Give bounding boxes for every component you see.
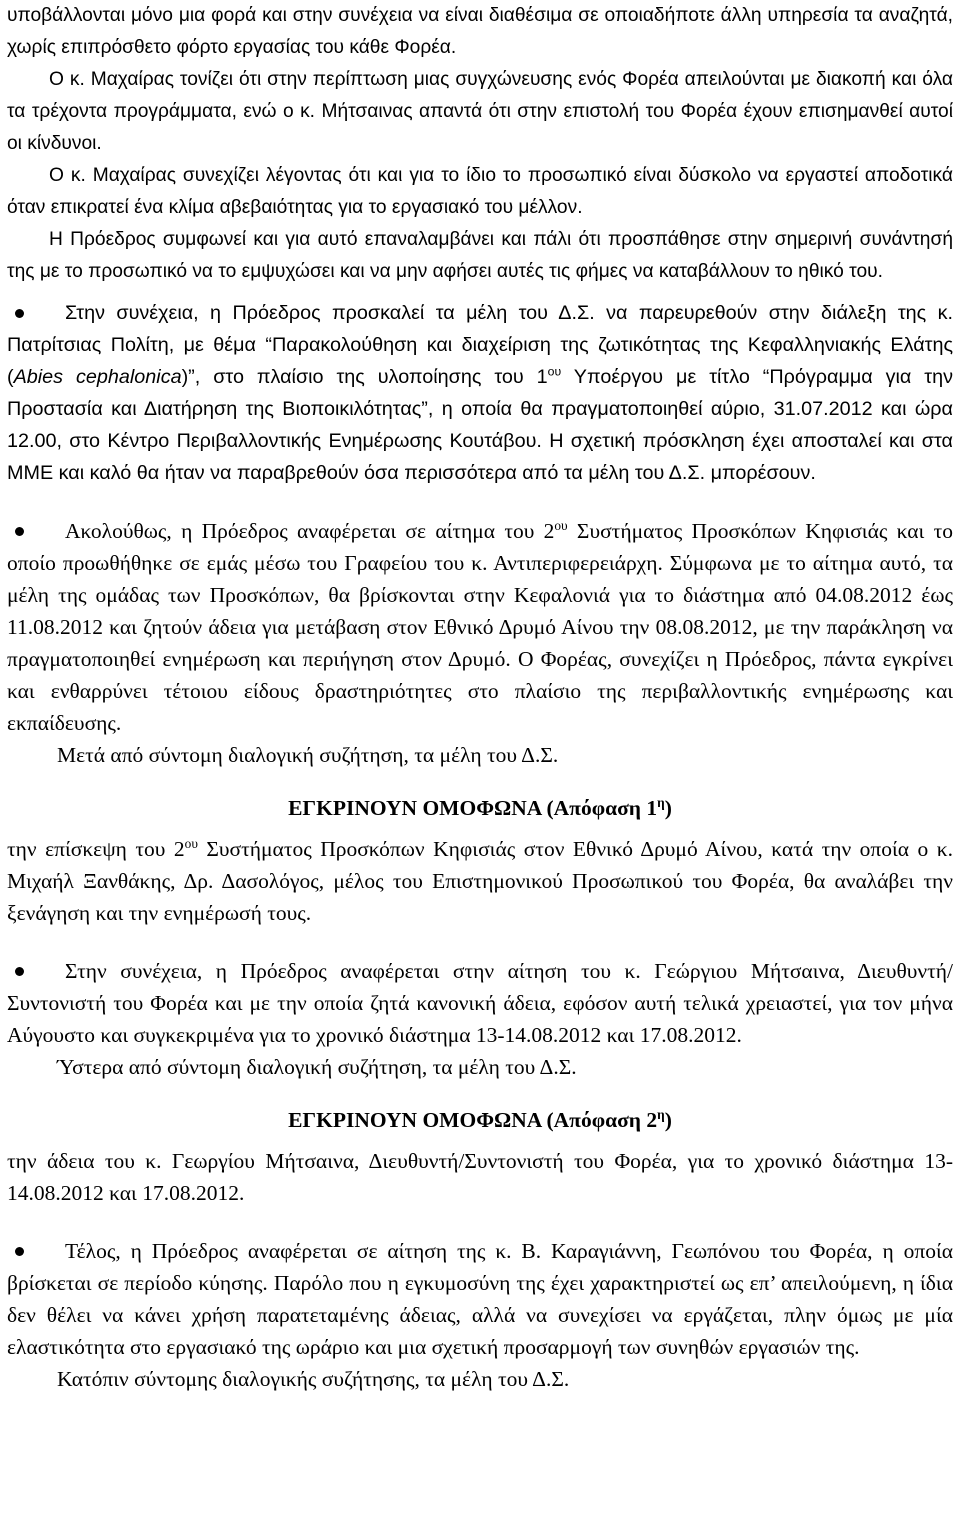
- makhairas-paragraph-2: Ο κ. Μαχαίρας συνεχίζει λέγοντας ότι και για το ίδιο το προσωπικό είναι δύσκολο να εργαστεί αποδοτικά όταν επικρατεί ένα κλίμα αβεβαιότητας για το εργασιακό του μέλλον.: [7, 165, 953, 218]
- makhairas-paragraph-1: Ο κ. Μαχαίρας τονίζει ότι στην περίπτωση μιας συγχώνευσης ενός Φορέα απειλούνται με διακοπή και όλα τα τρέχοντα προγράμματα, ενώ ο κ. Μήτσαινας απαντά ότι στην επιστολή του Φορέα έχουν επισημανθεί αυτοί οι κίνδυνοι.: [7, 69, 953, 154]
- sans-section: [7, 0, 953, 288]
- decision-text-1: την επίσκεψη του $2^{o\upsilon}$ Συστήματος Προσκόπων Κηφισιάς στον Εθνικό Δρυμό Αίνου, κατά την οποία ο κ. Μιχαήλ Ξανθάκης, Δρ. Δασολόγος, μέλος του Επιστημονικού Προσωπικού του Φορέα, θα αναλάβει την ξενάγηση και την ενημέρωσή τους.: [7, 835, 953, 925]
- decision-heading-2: ΕΓΚΡΙΝΟΥΝ ΟΜΟΦΩΝΑ (Απόφαση $2^\eta$): [288, 1106, 672, 1132]
- bullet-text-pregnancy: Τέλος, η Πρόεδρος αναφέρεται σε αίτηση της κ. Β. Καραγιάννη, Γεωπόνου του Φορέα, η οποία βρίσκεται σε περίοδο κύησης. Παρόλο που η εγκυμοσύνη της έχει χαρακτηριστεί ως επ’ απειλούμενη, η ίδια δεν θέλει να κάνει χρήση παρατεταμένης άδειας, αλλά να συνεχίσει να εργάζεται, πλην όμως με μία ελαστικότητα στο εργασιακό της ωράριο και μια σχετική προσαρμογή των συνηθών εργασιών της.: [7, 1239, 953, 1359]
- bullet-icon: [15, 967, 24, 976]
- decision-heading-1: ΕΓΚΡΙΝΟΥΝ ΟΜΟΦΩΝΑ (Απόφαση $1^\eta$): [288, 794, 672, 820]
- discussion-line-3: Κατόπιν σύντομης διαλογικής συζήτησης, τα μέλη του Δ.Σ.: [57, 1367, 570, 1391]
- bullet-icon: [15, 527, 24, 536]
- species-name: Abies cephalonica: [13, 366, 182, 388]
- bullet-item-leave-director: [7, 955, 953, 1051]
- discussion-line-2: Ύστερα από σύντομη διαλογική συζήτηση, τα μέλη του Δ.Σ.: [57, 1055, 577, 1079]
- bullet-text-scouts: Ακολούθως, η Πρόεδρος αναφέρεται σε αίτημα του $2^{o\upsilon}$ Συστήματος Προσκόπων Κηφισιάς και το οποίο προωθήθηκε σε εμάς μέσω του Γραφείου του κ. Αντιπεριφερειάρχη. Σύμφωνα με το αίτημα αυτό, τα μέλη της ομάδας των Προσκόπων, θα βρίσκονται στην Κεφαλονιά για το διάστημα από 04.08.2012 έως 11.08.2012 και ζητούν άδεια για μετάβαση στον Εθνικό Δρυμό Αίνου την 08.08.2012, με την παράκληση να πραγματοποιηθεί ενημέρωση και περιήγηση στον Δρυμό. Ο Φορέας, συνεχίζει η Πρόεδρος, πάντα εγκρίνει και ενθαρρύνει τέτοιου είδους δραστηριότητες στο πλαίσιο της περιβαλλοντικής ενημέρωσης και εκπαίδευσης.: [7, 517, 953, 735]
- decision-text-2: την άδεια του κ. Γεωργίου Μήτσαινα, Διευθυντή/Συντονιστή του Φορέα, για το χρονικό διάστημα 13-14.08.2012 και 17.08.2012.: [7, 1149, 953, 1205]
- bullet-text-lecture: Στην συνέχεια, η Πρόεδρος προσκαλεί τα μέλη του Δ.Σ. να παρευρεθούν στην διάλεξη της κ. Πατρίτσιας Πολίτη, με θέμα “Παρακολούθηση και διαχείριση της ζωτικότητας της Κεφαλληνιακής Ελάτης (Abies cephalonica)”, στο πλαίσιο της υλοποίησης του $1^{o\upsilon}$ Υποέργου με τίτλο “Πρόγραμμα για την Προστασία και Διατήρηση της Βιοποικιλότητας”, η οποία θα πραγματοποιηθεί αύριο, 31.07.2012 και ώρα 12.00, στο Κέντρο Περιβαλλοντικής Ενημέρωσης Κουτάβου. Η σχετική πρόσκληση έχει αποσταλεί και στα ΜΜΕ και καλό θα ήταν να παραβρεθούν όσα περισσότερα από τα μέλη του Δ.Σ. μπορέσουν.: [7, 302, 953, 484]
- bullet-text-leave-director: Στην συνέχεια, η Πρόεδρος αναφέρεται στην αίτηση του κ. Γεώργιου Μήτσαινα, Διευθυντή/Συντονιστή του Φορέα και με την οποία ζητά κανονική άδεια, εφόσον αυτή τελικά χρειαστεί, για τον μήνα Αύγουστο και συγκεκριμένα για το χρονικό διάστημα 13-14.08.2012 και 17.08.2012.: [7, 959, 953, 1047]
- intro-paragraph: υποβάλλονται μόνο μια φορά και στην συνέχεια να είναι διαθέσιμα σε οποιαδήποτε άλλη υπηρεσία τα αναζητά, χωρίς επιπρόσθετο φόρτο εργασίας του κάθε Φορέα.: [7, 5, 953, 58]
- bullet-item-lecture: [7, 297, 953, 489]
- bullet-item-scouts: [7, 515, 953, 739]
- discussion-line-1: Μετά από σύντομη διαλογική συζήτηση, τα μέλη του Δ.Σ.: [57, 743, 559, 767]
- president-paragraph-1: Η Πρόεδρος συμφωνεί και για αυτό επαναλαμβάνει και πάλι ότι προσπάθησε στην σημερινή συνάντησή της με το προσωπικό να το εμψυχώσει και να μην αφήσει αυτές τις φήμες να καταβάλλουν το ηθικό του.: [7, 229, 953, 282]
- bullet-icon: [15, 1247, 24, 1256]
- bullet-item-pregnancy: [7, 1235, 953, 1363]
- bullet-icon: [15, 309, 24, 318]
